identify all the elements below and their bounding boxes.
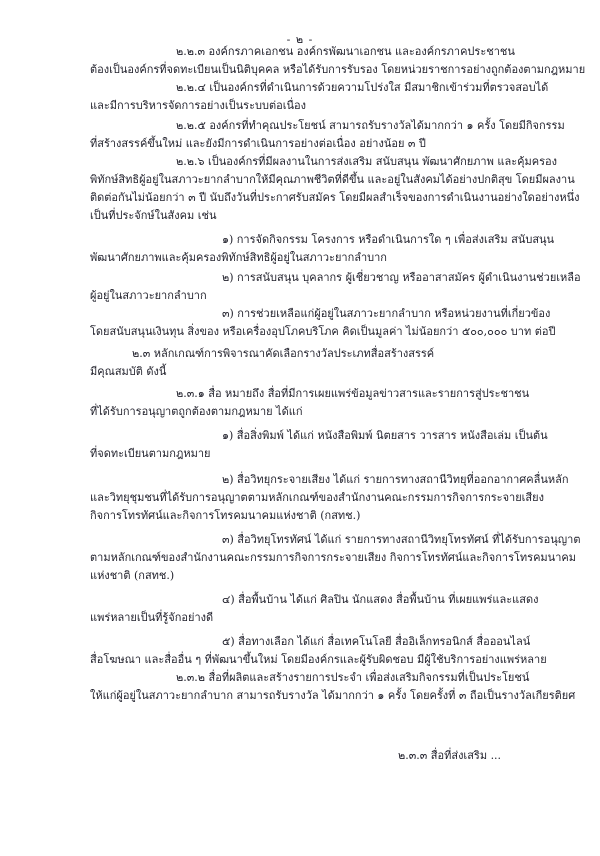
paragraph-line: สื่อโฆษณา และสื่ออื่น ๆ ที่พัฒนาขึ้นใหม่ โดยมีองค์กรและผู้รับผิดชอบ มีผู้ใช้บริการอย่างแพร่หลาย bbox=[90, 653, 547, 666]
paragraph-line: ผู้อยู่ในสภาวะยากลำบาก bbox=[90, 289, 207, 302]
paragraph-line: ๒) การสนับสนุน บุคลากร ผู้เชี่ยวชาญ หรืออาสาสมัคร ผู้ดำเนินงานช่วยเหลือ bbox=[222, 271, 581, 284]
paragraph-line: แห่งชาติ (กสทช.) bbox=[90, 569, 175, 582]
continuation-reference: ๒.๓.๓ สื่อที่ส่งเสริม ... bbox=[398, 749, 502, 762]
page-number: - ๒ - bbox=[286, 33, 314, 46]
paragraph-line: ๑) สื่อสิ่งพิมพ์ ได้แก่ หนังสือพิมพ์ นิตยสาร วารสาร หนังสือเล่ม เป็นต้น bbox=[222, 429, 548, 442]
paragraph-line: ต้องเป็นองค์กรที่จดทะเบียนเป็นนิติบุคคล หรือได้รับการรับรอง โดยหน่วยราชการอย่างถูกต้องตามกฎหมาย bbox=[90, 63, 586, 76]
paragraph-line: ติดต่อกันไม่น้อยกว่า ๓ ปี นับถึงวันที่ประกาศรับสมัคร โดยมีผลสำเร็จของการดำเนินงานอย่างใดอย่างหนึ่ง bbox=[90, 191, 580, 204]
paragraph-line: โดยสนับสนุนเงินทุน สิ่งของ หรือเครื่องอุปโภคบริโภค คิดเป็นมูลค่า ไม่น้อยกว่า ๕๐๐,๐๐๐ บาท ต่อปี bbox=[90, 325, 556, 338]
paragraph-line: ๓) สื่อวิทยุโทรทัศน์ ได้แก่ รายการทางสถานีวิทยุโทรทัศน์ ที่ได้รับการอนุญาต bbox=[222, 533, 581, 546]
paragraph-line: และมีการบริหารจัดการอย่างเป็นระบบต่อเนื่อง bbox=[90, 99, 306, 112]
paragraph-line: กิจการโทรทัศน์และกิจการโทรคมนาคมแห่งชาติ (กสทช.) bbox=[90, 509, 361, 522]
paragraph-line: ตามหลักเกณฑ์ของสำนักงานคณะกรรมการกิจการกระจายเสียง กิจการโทรทัศน์และกิจการโทรคมนาคม bbox=[90, 551, 576, 564]
paragraph-line: แพร่หลายเป็นที่รู้จักอย่างดี bbox=[90, 611, 214, 624]
paragraph-line: ที่สร้างสรรค์ขึ้นใหม่ และยังมีการดำเนินการอย่างต่อเนื่อง อย่างน้อย ๓ ปี bbox=[90, 137, 426, 150]
paragraph-line: พิทักษ์สิทธิผู้อยู่ในสภาวะยากลำบากให้มีคุณภาพชีวิตที่ดีขึ้น และอยู่ในสังคมได้อย่างปกติสุข โดยมีผลงาน bbox=[90, 173, 575, 186]
paragraph-line: ที่จดทะเบียนตามกฎหมาย bbox=[90, 447, 211, 460]
section-heading: ๒.๓ หลักเกณฑ์การพิจารณาคัดเลือกรางวัลประเภทสื่อสร้างสรรค์ bbox=[132, 347, 435, 360]
paragraph-line: ๔) สื่อพื้นบ้าน ได้แก่ ศิลปิน นักแสดง สื่อพื้นบ้าน ที่เผยแพร่และแสดง bbox=[222, 593, 539, 606]
paragraph-line: ๕) สื่อทางเลือก ได้แก่ สื่อเทคโนโลยี สื่ออิเล็กทรอนิกส์ สื่อออนไลน์ bbox=[222, 635, 531, 648]
paragraph-line: ๒) สื่อวิทยุกระจายเสียง ได้แก่ รายการทางสถานีวิทยุที่ออกอากาศคลื่นหลัก bbox=[222, 473, 569, 486]
paragraph-line: ที่ได้รับการอนุญาตถูกต้องตามกฎหมาย ได้แก่ bbox=[90, 405, 303, 418]
paragraph-line: ให้แก่ผู้อยู่ในสภาวะยากลำบาก สามารถรับรางวัล ได้มากกว่า ๑ ครั้ง โดยครั้งที่ ๓ ถือเป็นรางวัลเกียรติยศ bbox=[90, 689, 576, 702]
paragraph-line: ๑) การจัดกิจกรรม โครงการ หรือดำเนินการใด ๆ เพื่อส่งเสริม สนับสนุน bbox=[222, 233, 555, 246]
paragraph-line: ๒.๒.๔ เป็นองค์กรที่ดำเนินการด้วยความโปร่งใส มีสมาชิกเข้าร่วมที่ตรวจสอบได้ bbox=[176, 81, 549, 94]
paragraph-line: ๓) การช่วยเหลือแก่ผู้อยู่ในสภาวะยากลำบาก หรือหน่วยงานที่เกี่ยวข้อง bbox=[222, 307, 551, 320]
paragraph-line: พัฒนาศักยภาพและคุ้มครองพิทักษ์สิทธิผู้อยู่ในสภาวะยากลำบาก bbox=[90, 251, 387, 264]
paragraph-line: ๒.๓.๑ สื่อ หมายถึง สื่อที่มีการเผยแพร่ข้อมูลข่าวสารและรายการสู่ประชาชน bbox=[176, 387, 530, 400]
paragraph-line: ๒.๓.๒ สื่อที่ผลิตและสร้างรายการประจำ เพื่อส่งเสริมกิจกรรมที่เป็นประโยชน์ bbox=[176, 671, 530, 684]
paragraph-line: ๒.๒.๖ เป็นองค์กรที่มีผลงานในการส่งเสริม สนับสนุน พัฒนาศักยภาพ และคุ้มครอง bbox=[176, 155, 557, 168]
paragraph-line: และวิทยุชุมชนที่ได้รับการอนุญาตตามหลักเกณฑ์ของสำนักงานคณะกรรมการกิจการกระจายเสียง bbox=[90, 491, 544, 504]
paragraph-line: ๒.๒.๕ องค์กรที่ทำคุณประโยชน์ สามารถรับรางวัลได้มากกว่า ๑ ครั้ง โดยมีกิจกรรม bbox=[176, 119, 565, 132]
paragraph-line: มีคุณสมบัติ ดังนี้ bbox=[90, 365, 167, 378]
paragraph-line: เป็นที่ประจักษ์ในสังคม เช่น bbox=[90, 209, 217, 222]
paragraph-line: ๒.๒.๓ องค์กรภาคเอกชน องค์กรพัฒนาเอกชน และองค์กรภาคประชาชน bbox=[176, 45, 515, 58]
